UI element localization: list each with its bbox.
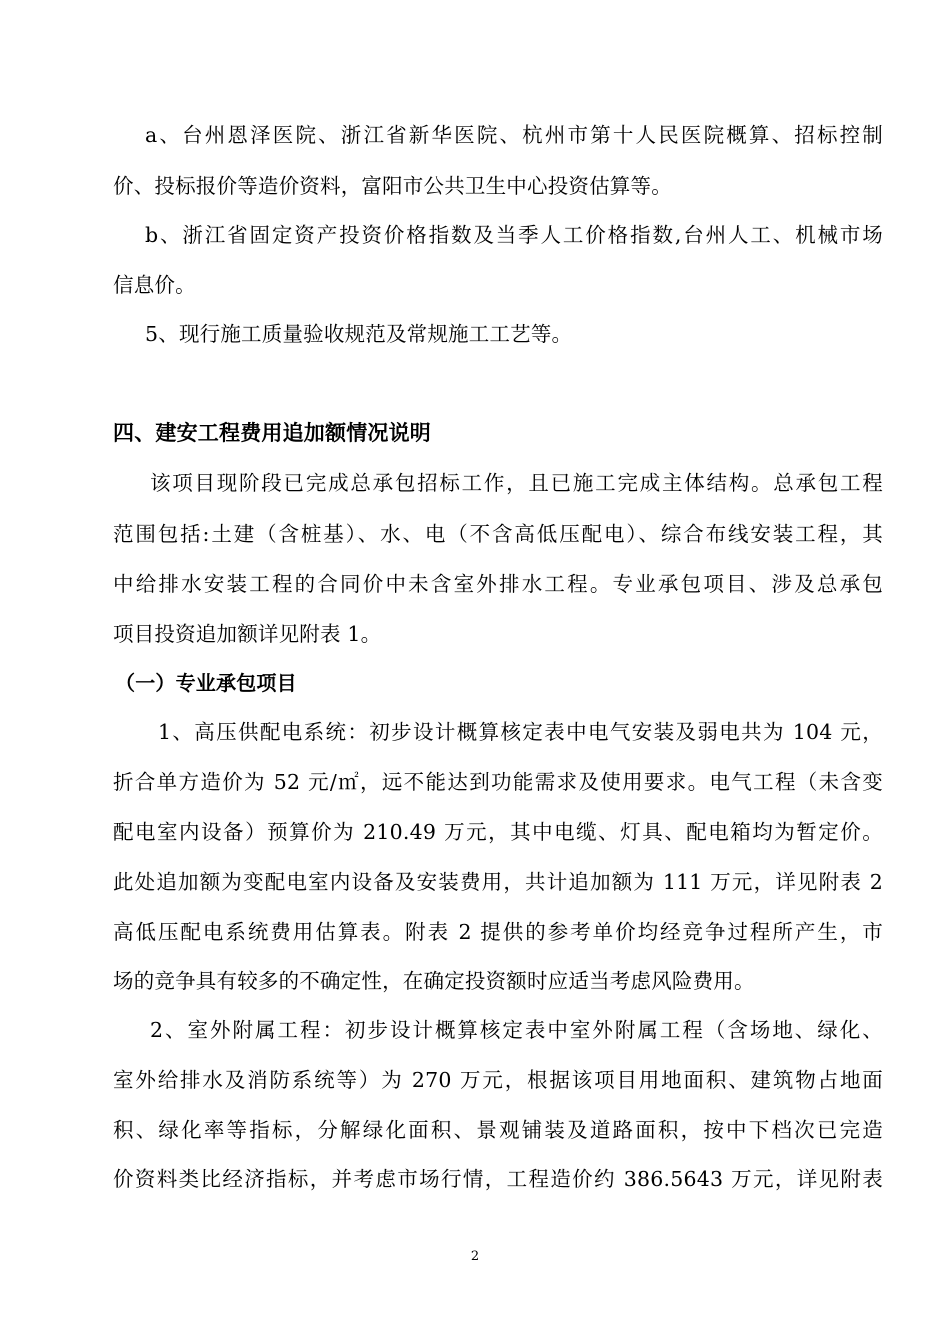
page-number: 2 (470, 1249, 480, 1264)
paragraph-line: 此处追加额为变配电室内设备及安装费用，共计追加额为 111 万元，详见附表 2 (113, 870, 883, 894)
paragraph-line: 配电室内设备）预算价为 210.49 万元，其中电缆、灯具、配电箱均为暂定价。 (113, 820, 883, 844)
paragraph-line: b、浙江省固定资产投资价格指数及当季人工价格指数,台州人工、机械市场 (145, 223, 883, 247)
paragraph-line: 价资料类比经济指标，并考虑市场行情，工程造价约 386.5643 万元，详见附表 (113, 1167, 883, 1191)
paragraph-line: 该项目现阶段已完成总承包招标工作，且已施工完成主体结构。总承包工程 (150, 471, 883, 495)
paragraph-line: 积、绿化率等指标，分解绿化面积、景观铺装及道路面积，按中下档次已完造 (113, 1118, 883, 1142)
paragraph-line: 项目投资追加额详见附表 1。 (113, 622, 382, 646)
paragraph-line: a、台州恩泽医院、浙江省新华医院、杭州市第十人民医院概算、招标控制 (145, 123, 883, 147)
paragraph-line: 5、现行施工质量验收规范及常规施工工艺等。 (145, 322, 573, 346)
paragraph-line: 价、投标报价等造价资料，富阳市公共卫生中心投资估算等。 (113, 174, 672, 198)
section-heading: 四、建安工程费用追加额情况说明 (113, 421, 431, 445)
paragraph-line: 中给排水安装工程的合同价中未含室外排水工程。专业承包项目、涉及总承包 (113, 572, 883, 596)
paragraph-line: 信息价。 (113, 273, 196, 297)
paragraph-line: 室外给排水及消防系统等）为 270 万元，根据该项目用地面积、建筑物占地面 (113, 1068, 883, 1092)
paragraph-line: 高低压配电系统费用估算表。附表 2 提供的参考单价均经竞争过程所产生，市 (113, 920, 883, 944)
paragraph-line: 折合单方造价为 52 元/㎡，远不能达到功能需求及使用要求。电气工程（未含变 (113, 770, 883, 794)
paragraph-line: 场的竞争具有较多的不确定性，在确定投资额时应适当考虑风险费用。 (113, 969, 755, 993)
subsection-heading: （一）专业承包项目 (115, 671, 297, 695)
paragraph-line: 范围包括:土建（含桩基）、水、电（不含高低压配电）、综合布线安装工程，其 (113, 522, 883, 546)
paragraph-line: 1、高压供配电系统：初步设计概算核定表中电气安装及弱电共为 104 元， (158, 720, 883, 744)
paragraph-line: 2、室外附属工程：初步设计概算核定表中室外附属工程（含场地、绿化、 (150, 1018, 883, 1042)
